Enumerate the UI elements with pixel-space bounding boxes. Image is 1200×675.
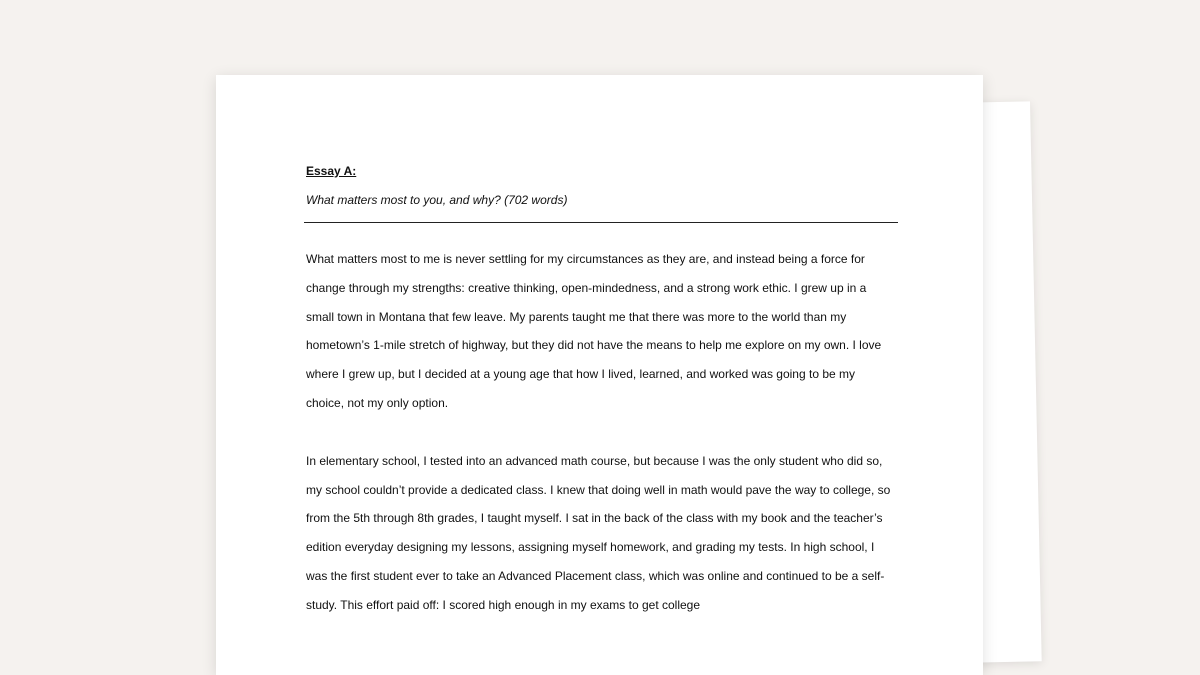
- document-page: [216, 75, 983, 675]
- paragraph-1: What matters most to me is never settling for my circumstances as they are, and instead being a force for change through my strengths: creative thinking, open-mindedness, and a strong work ethic. I grew up in a small town in Montana that few leave. My parents taught me that there was more to the world than my hometown’s 1-mile stretch of highway, but they did not have the means to help me explore on my own. I love where I grew up, but I decided at a young age that how I lived, learned, and worked was going to be my choice, not my only option.: [306, 252, 882, 410]
- essay-prompt: What matters most to you, and why? (702 words): [306, 193, 568, 207]
- paragraph-2: In elementary school, I tested into an advanced math course, but because I was the only student who did so, my school couldn’t provide a dedicated class. I knew that doing well in math would pave the way to college, so from the 5th through 8th grades, I taught myself. I sat in the back of the class with my book and the teacher’s edition everyday designing my lessons, assigning myself homework, and grading my tests. In high school, I was the first student ever to take an Advanced Placement class, which was online and continued to be a self-study. This effort paid off: I scored high enough in my exams to get college: [306, 453, 891, 612]
- essay-label: Essay A:: [306, 164, 357, 178]
- essay-body: [306, 245, 896, 620]
- document-content: [306, 163, 896, 649]
- horizontal-rule: [304, 222, 898, 223]
